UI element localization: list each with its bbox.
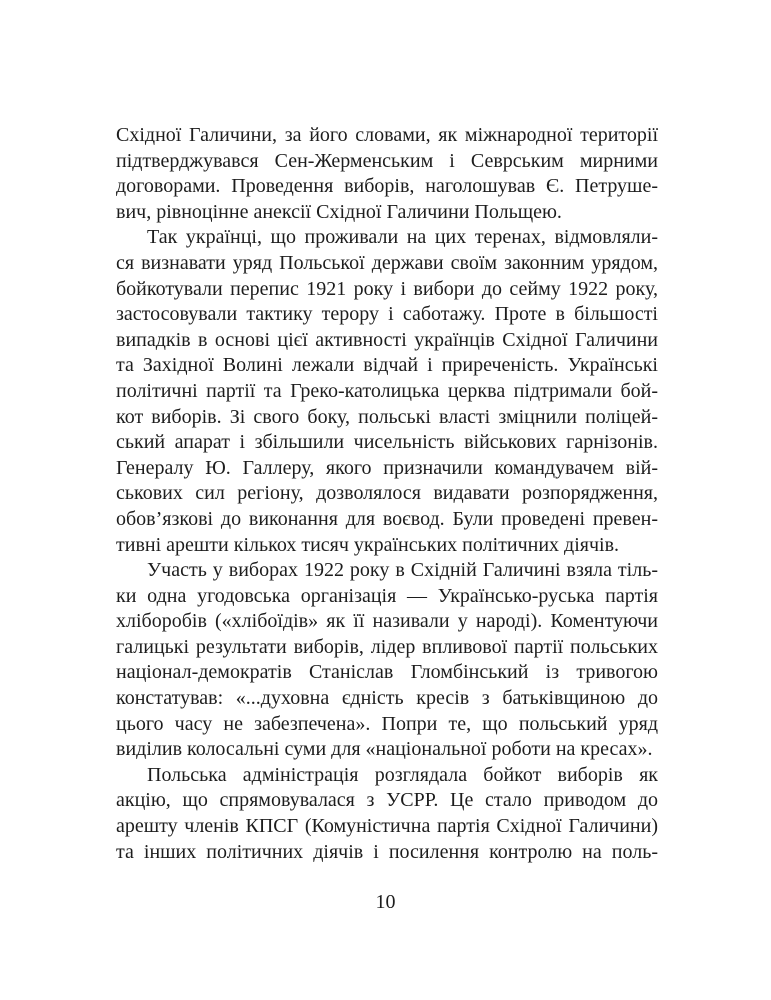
text-line: Так українці, що проживали на цих теренах, відмовляли- (147, 226, 658, 249)
page-number: 10 (375, 891, 396, 913)
body-text (116, 123, 658, 865)
text-line: випадків в основі цієї активності українців Східної Галичини (116, 328, 658, 351)
text-line: кот виборів. Зі свого боку, польські власті зміцнили поліцей- (116, 405, 658, 428)
text-line: вич, рівноцінне анексії Східної Галичини Польщею. (116, 200, 562, 223)
text-line: ськових сил регіону, дозволялося видавати розпорядження, (116, 482, 658, 505)
text-line: галицькі результати виборів, лідер впливової партії польських (116, 635, 658, 658)
text-line: хліборобів («хлібоїдів» як її називали у народі). Коментуючи (116, 610, 658, 633)
text-line: бойкотували перепис 1921 року і вибори до сейму 1922 року, (116, 277, 658, 300)
text-line: договорами. Проведення виборів, наголошував Є. Петруше- (116, 175, 658, 198)
text-line: та Західної Волині лежали відчай і приреченість. Українські (116, 354, 658, 377)
text-line: ки одна угодовська організація — Українсько-руська партія (116, 584, 658, 607)
text-line: політичні партії та Греко-католицька церква підтримали бой- (116, 379, 658, 402)
text-line: Участь у виборах 1922 року в Східній Галичині взяла тіль- (147, 559, 658, 582)
text-line: цього часу не забезпечена». Попри те, що польський уряд (116, 712, 658, 735)
text-line: констатував: «...духовна єдність кресів з батьківщиною до (116, 687, 658, 710)
text-line: ський апарат і збільшили чисельність військових гарнізонів. (116, 431, 658, 454)
text-line: арешту членів КПСГ (Комуністична партія Східної Галичини) (116, 815, 658, 838)
text-line: Східної Галичини, за його словами, як міжнародної території (116, 124, 658, 146)
text-line: націонал-демократів Станіслав Гломбінський із тривогою (116, 661, 658, 684)
text-line: та інших політичних діячів і посилення контролю на поль- (116, 840, 658, 863)
text-line: Польська адміністрація розглядала бойкот виборів як (147, 763, 658, 786)
text-line: підтверджувався Сен-Жерменським і Севрським мирними (116, 149, 658, 172)
text-line: ся визнавати уряд Польської держави своїм законним урядом, (116, 251, 658, 274)
text-line: застосовували тактику терору і саботажу. Проте в більшості (116, 303, 658, 326)
text-line: Генералу Ю. Галлеру, якого призначили командувачем вій- (116, 456, 658, 479)
text-line: виділив колосальні суми для «національної роботи на кресах». (116, 738, 653, 761)
text-line: акцію, що спрямовувалася з УСРР. Це стало приводом до (116, 789, 658, 812)
text-line: тивні арешти кількох тисяч українських політичних діячів. (116, 533, 620, 556)
text-line: обов’язкові до виконання для воєвод. Були проведені превен- (116, 507, 658, 530)
